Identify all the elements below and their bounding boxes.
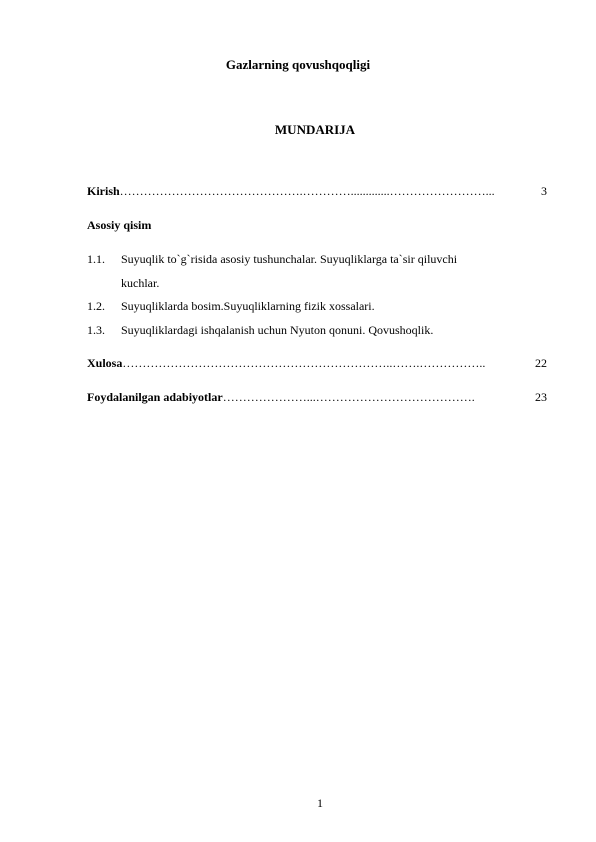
- toc-section-heading: Asosiy qisim: [87, 218, 152, 232]
- toc-item-text-continued[interactable]: kuchlar.: [121, 276, 160, 290]
- toc-entry-label: Kirish: [87, 184, 120, 198]
- toc-page-number: 23: [535, 390, 547, 404]
- toc-item-text[interactable]: Suyuqlik to`g`risida asosiy tushunchalar. Suyuqliklarga ta`sir qiluvchi: [121, 252, 458, 266]
- toc-entry-label: Xulosa: [87, 356, 123, 370]
- toc-item-number: 1.1.: [87, 252, 105, 266]
- toc-entry-intro[interactable]: [87, 184, 547, 199]
- toc-item-text[interactable]: Suyuqliklarda bosim.Suyuqliklarning fizik xossalari.: [121, 299, 375, 313]
- toc-leader-dots: ……………………………………….………….............……………………...: [119, 184, 495, 198]
- toc-item-text[interactable]: Suyuqliklardagi ishqalanish uchun Nyuton qonuni. Qovushoqlik.: [121, 323, 434, 337]
- toc-entry-label: Foydalanilgan adabiyotlar: [87, 390, 223, 404]
- toc-leader-dots: …………………………………………………………..…….……………..: [122, 356, 486, 370]
- toc-item-number: 1.3.: [87, 323, 105, 337]
- page-number: 1: [317, 796, 323, 810]
- toc-heading: MUNDARIJA: [274, 122, 356, 137]
- document-title: Gazlarning qovushqoqligi: [225, 57, 371, 72]
- toc-item-number: 1.2.: [87, 299, 105, 313]
- toc-page-number: 3: [541, 184, 547, 198]
- toc-entry-references[interactable]: [87, 390, 547, 405]
- toc-entry-conclusion[interactable]: [87, 356, 547, 371]
- toc-page-number: 22: [535, 356, 547, 370]
- toc-leader-dots: …………………...………………………………….: [222, 390, 475, 404]
